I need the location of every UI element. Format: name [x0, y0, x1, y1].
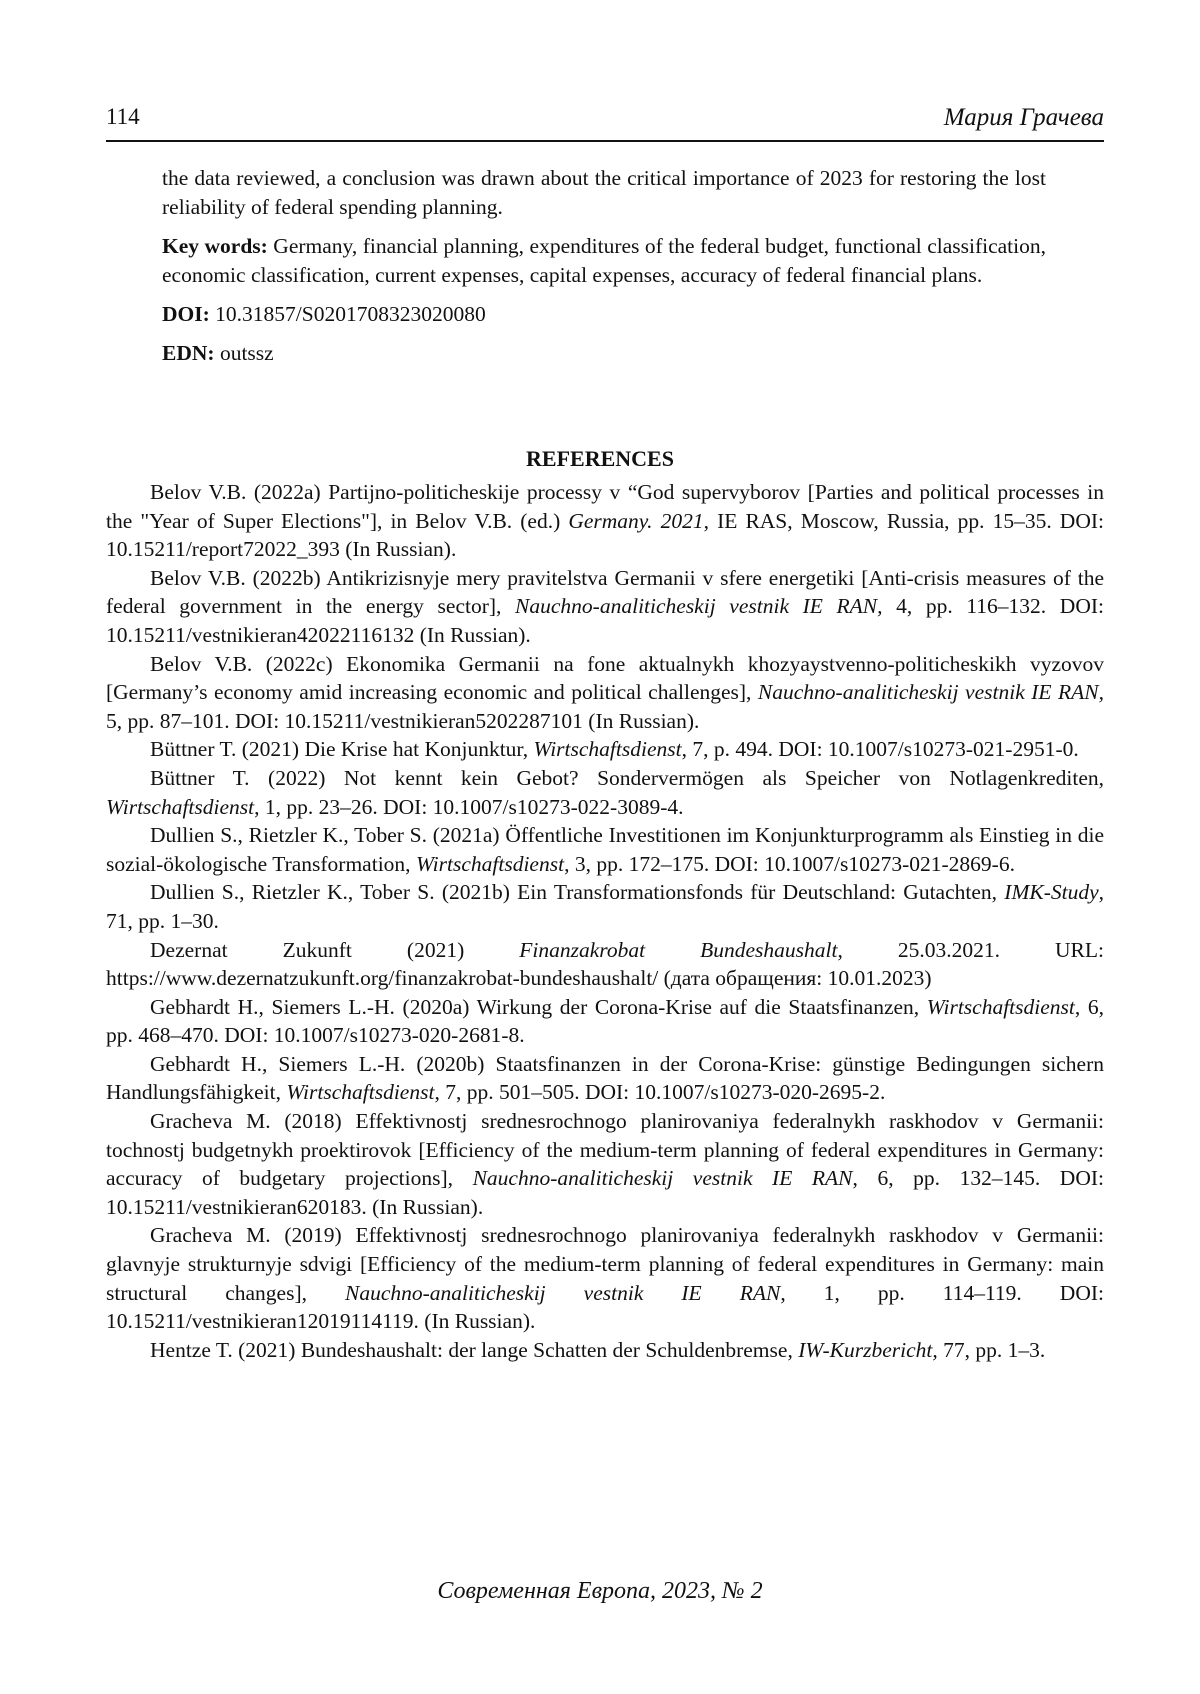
reference-text: Belov V.B. (2022b) Antikrizisnyje mery pravitelstva Germanii v sfere energetiki [Anti-crisis measures of the federal government in the energy sector], — [106, 565, 1104, 619]
reference-source: Finanzakrobat Bundeshaushalt — [519, 937, 838, 962]
references-heading: REFERENCES — [526, 446, 674, 471]
reference-item — [106, 878, 1104, 935]
reference-text: Belov V.B. (2022c) Ekonomika Germanii na fone aktualnykh khozyaystvenno-politicheskikh vyzovov [Germany’s economy amid increasing economic and political challenges], — [106, 651, 1104, 705]
reference-text: Gebhardt H., Siemers L.-H. (2020a) Wirkung der Corona-Krise auf die Staatsfinanzen, — [150, 994, 927, 1019]
keywords-text: Germany, financial planning, expenditures of the federal budget, functional classification, economic classification, current expenses, capital expenses, accuracy of federal financial plans. — [162, 234, 1046, 287]
reference-details: , 7, pp. 501–505. DOI: 10.1007/s10273-020-2695-2. — [434, 1080, 886, 1105]
reference-source: Wirtschaftsdienst — [286, 1080, 435, 1105]
reference-source: Germany. 2021 — [568, 508, 704, 533]
reference-details: , 25.03.2021. URL: https://www.dezernatzukunft.org/finanzakrobat-bundeshaushalt/ (дата обращения: 10.01.2023) — [106, 937, 1104, 991]
keywords-paragraph — [162, 232, 1046, 290]
reference-details: , IE RAS, Moscow, Russia, pp. 15–35. DOI: 10.15211/report72022_393 (In Russian). — [106, 508, 1104, 562]
page-header — [106, 104, 1104, 140]
reference-item — [106, 735, 1104, 764]
reference-source: Wirtschaftsdienst — [533, 737, 682, 762]
reference-item — [106, 821, 1104, 878]
reference-text: Büttner T. (2022) Not kennt kein Gebot? Sondervermögen als Speicher von Notlagenkrediten, — [150, 765, 1104, 790]
references-list — [106, 478, 1104, 1364]
reference-source: Nauchno-analiticheskij vestnik IE RAN — [472, 1166, 853, 1191]
reference-source: IW-Kurzbericht, — [798, 1337, 938, 1362]
reference-source: Wirtschaftsdienst — [415, 851, 565, 876]
reference-details: 77, pp. 1–3. — [937, 1337, 1046, 1362]
reference-source: IMK-Study — [1004, 880, 1099, 905]
reference-item — [106, 1050, 1104, 1107]
reference-source: Wirtschaftsdienst — [926, 994, 1075, 1019]
doi-label: DOI: — [162, 302, 210, 326]
reference-source: Nauchno-analiticheskij vestnik IE RAN, — [757, 680, 1104, 705]
reference-item — [106, 478, 1104, 564]
journal-footer: Современная Европа, 2023, № 2 — [437, 1578, 763, 1604]
running-title: Мария Грачева — [943, 104, 1104, 131]
reference-item — [106, 1336, 1104, 1365]
keywords-label: Key words: — [162, 234, 268, 258]
reference-details: , 71, pp. 1–30. — [106, 880, 1104, 933]
page-number: 114 — [106, 104, 140, 129]
reference-details: , 1, pp. 23–26. DOI: 10.1007/s10273-022-3089-4. — [254, 794, 684, 819]
reference-source: Wirtschaftsdienst — [106, 794, 255, 819]
reference-text: Gracheva M. (2019) Effektivnostj srednesrochnogo planirovaniya federalnykh raskhodov v Germanii: glavnyje strukturnyje sdvigi [Efficiency of the medium-term planning of federal expenditures in Germany: main structural changes], — [106, 1223, 1104, 1305]
reference-item — [106, 764, 1104, 821]
reference-details: 5, pp. 87–101. DOI: 10.15211/vestnikieran5202287101 (In Russian). — [106, 708, 700, 733]
reference-item — [106, 936, 1104, 993]
reference-text: Gracheva M. (2018) Effektivnostj srednesrochnogo planirovaniya federalnykh raskhodov v Germanii: tochnostj budgetnykh proektirovok [Efficiency of the medium-term planning of federal expenditures in Germany: accuracy of budgetary projections], — [106, 1109, 1104, 1191]
reference-item — [106, 650, 1104, 736]
abstract-block — [162, 164, 1046, 378]
doi-value: 10.31857/S0201708323020080 — [209, 302, 486, 326]
reference-text: Dezernat Zukunft (2021) — [150, 937, 520, 962]
reference-source: Nauchno-analiticheskij vestnik IE RAN — [345, 1280, 781, 1305]
reference-text: Belov V.B. (2022a) Partijno-politicheskije processy v “God supervyborov [Parties and political processes in the "Year of Super Elections"], in Belov V.B. (ed.) — [106, 480, 1104, 533]
reference-item — [106, 1221, 1104, 1335]
abstract-continuation: the data reviewed, a conclusion was drawn about the critical importance of 2023 for restoring the lost reliability of federal spending planning. — [162, 166, 1046, 219]
reference-details: , 6, pp. 132–145. DOI: 10.15211/vestnikieran620183. (In Russian). — [106, 1166, 1104, 1219]
reference-details: , 3, pp. 172–175. DOI: 10.1007/s10273-021-2869-6. — [564, 851, 1015, 876]
reference-item — [106, 1107, 1104, 1221]
reference-details: , 7, p. 494. DOI: 10.1007/s10273-021-2951-0. — [681, 737, 1079, 762]
header-rule — [106, 140, 1104, 142]
doi-paragraph — [162, 300, 1046, 329]
edn-label: EDN: — [162, 341, 215, 365]
reference-text: Dullien S., Rietzler K., Tober S. (2021a) Öffentliche Investitionen im Konjunkturprogramm als Einstieg in die sozial-ökologische Transformation, — [106, 823, 1104, 876]
reference-text: Hentze T. (2021) Bundeshaushalt: der lange Schatten der Schuldenbremse, — [150, 1337, 799, 1362]
edn-paragraph — [162, 339, 1046, 368]
reference-item — [106, 993, 1104, 1050]
reference-source: Nauchno-analiticheskij vestnik IE RAN, — [515, 594, 883, 619]
reference-item — [106, 564, 1104, 650]
reference-text: Gebhardt H., Siemers L.-H. (2020b) Staatsfinanzen in der Corona-Krise: günstige Bedingungen sichern Handlungsfähigkeit, — [106, 1051, 1104, 1105]
reference-details: , 6, pp. 468–470. DOI: 10.1007/s10273-020-2681-8. — [106, 994, 1104, 1048]
edn-value: outssz — [214, 341, 274, 365]
reference-text: Büttner T. (2021) Die Krise hat Konjunktur, — [150, 737, 534, 762]
reference-details: , 1, pp. 114–119. DOI: 10.15211/vestnikieran12019114119. (In Russian). — [106, 1280, 1104, 1334]
reference-text: Dullien S., Rietzler K., Tober S. (2021b) Ein Transformationsfonds für Deutschland: Gutachten, — [150, 880, 1005, 905]
reference-details: 4, pp. 116–132. DOI: 10.15211/vestnikieran42022116132 (In Russian). — [106, 594, 1104, 647]
